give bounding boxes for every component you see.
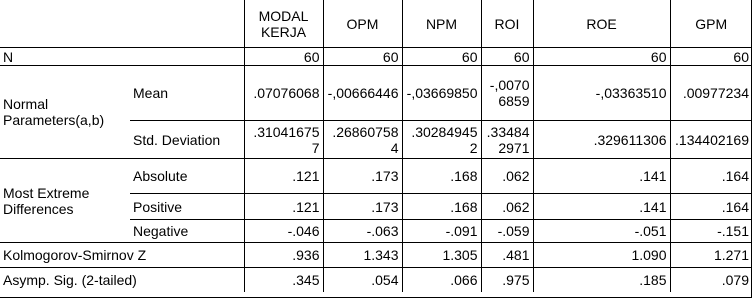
table-cell: .310416757 <box>244 121 323 159</box>
header-row <box>0 0 752 48</box>
table-cell: .936 <box>244 243 323 268</box>
table-cell: 1.090 <box>533 243 670 268</box>
table-cell: .141 <box>533 159 670 194</box>
col-header-modal-kerja: MODAL KERJA <box>244 0 323 48</box>
col-header-roe: ROE <box>533 0 670 48</box>
col-header-npm: NPM <box>402 0 481 48</box>
table-cell: -.059 <box>481 220 533 243</box>
table-cell: .062 <box>481 194 533 220</box>
table-cell: -,00706859 <box>481 66 533 121</box>
table-cell: 60 <box>670 48 752 66</box>
table-cell: .168 <box>402 194 481 220</box>
table-cell: -.051 <box>533 220 670 243</box>
row-group-label: Most Extreme Differences <box>0 159 130 243</box>
table-cell: 1.305 <box>402 243 481 268</box>
row-sublabel: Absolute <box>130 159 244 194</box>
table-cell: 60 <box>533 48 670 66</box>
row-sublabel: Negative <box>130 220 244 243</box>
table-row <box>0 268 752 292</box>
row-label: Asymp. Sig. (2-tailed) <box>0 268 244 292</box>
col-header-roi: ROI <box>481 0 533 48</box>
table-cell: .302849452 <box>402 121 481 159</box>
table-cell: .164 <box>670 194 752 220</box>
table-cell: .00977234 <box>670 66 752 121</box>
table-cell: .141 <box>533 194 670 220</box>
table-cell: 60 <box>244 48 323 66</box>
table-cell: -.091 <box>402 220 481 243</box>
table-cell: -,00666446 <box>323 66 402 121</box>
row-sublabel: Mean <box>130 66 244 121</box>
table-cell: .066 <box>402 268 481 292</box>
table-cell: .173 <box>323 194 402 220</box>
table-cell: 60 <box>402 48 481 66</box>
table-cell: -,03669850 <box>402 66 481 121</box>
table-cell: 1.271 <box>670 243 752 268</box>
table-cell: .164 <box>670 159 752 194</box>
table-cell: .121 <box>244 159 323 194</box>
table-cell: .329611306 <box>533 121 670 159</box>
table-cell: .185 <box>533 268 670 292</box>
table-cell: .054 <box>323 268 402 292</box>
table-cell: .173 <box>323 159 402 194</box>
table-cell: .481 <box>481 243 533 268</box>
row-sublabel: Positive <box>130 194 244 220</box>
table-cell: -.046 <box>244 220 323 243</box>
table-cell: -,03363510 <box>533 66 670 121</box>
table-cell: .268607584 <box>323 121 402 159</box>
table-cell: -.063 <box>323 220 402 243</box>
table-row <box>0 159 752 194</box>
table-cell: 1.343 <box>323 243 402 268</box>
table-row <box>0 243 752 268</box>
table-cell: .345 <box>244 268 323 292</box>
table-row <box>0 66 752 121</box>
col-header-gpm: GPM <box>670 0 752 48</box>
table-cell: .168 <box>402 159 481 194</box>
table-cell: .07076068 <box>244 66 323 121</box>
row-label: Kolmogorov-Smirnov Z <box>0 243 244 268</box>
table-cell: .334842971 <box>481 121 533 159</box>
table-cell: .079 <box>670 268 752 292</box>
table-cell: .975 <box>481 268 533 292</box>
col-header-opm: OPM <box>323 0 402 48</box>
corner-cell <box>0 0 244 48</box>
table-cell: 60 <box>481 48 533 66</box>
table-cell: -.151 <box>670 220 752 243</box>
table-cell: .062 <box>481 159 533 194</box>
row-sublabel: Std. Deviation <box>130 121 244 159</box>
table-cell: 60 <box>323 48 402 66</box>
table-row <box>0 48 752 66</box>
table-cell: .121 <box>244 194 323 220</box>
row-label: N <box>0 48 244 66</box>
table-cell: .134402169 <box>670 121 752 159</box>
row-group-label: Normal Parameters(a,b) <box>0 66 130 159</box>
